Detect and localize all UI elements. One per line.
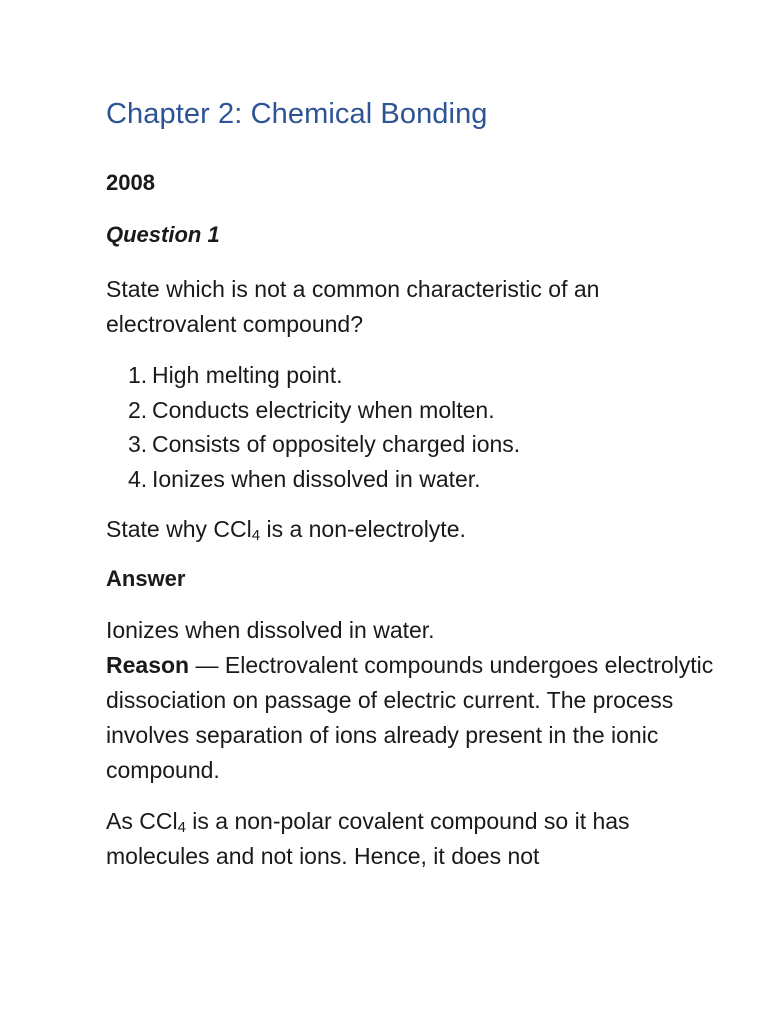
- reason-text: — Electrovalent compounds undergoes electrolytic dissociation on passage of electric current. The process involves separation of ions already present in the ionic compound.: [106, 652, 714, 783]
- question-prompt: State which is not a common characteristic of an electrovalent compound?: [106, 276, 600, 337]
- option-number: 1.: [128, 362, 148, 388]
- option-text: Conducts electricity when molten.: [152, 396, 495, 423]
- option-number: 4.: [128, 465, 148, 492]
- sub-question: [106, 512, 728, 547]
- option-number: 3.: [128, 431, 148, 457]
- explanation-text: [106, 804, 728, 874]
- option-text: High melting point.: [152, 362, 343, 388]
- option-item: [128, 358, 728, 393]
- option-number: 2.: [128, 396, 148, 423]
- options-list: [106, 358, 728, 496]
- year-heading: 2008: [106, 170, 155, 195]
- answer-line: Ionizes when dissolved in water.: [106, 617, 435, 643]
- explanation-start: As CCl: [106, 808, 178, 834]
- option-text: Consists of oppositely charged ions.: [152, 431, 521, 457]
- sub-question-text-end: is a non-electrolyte.: [260, 516, 466, 542]
- option-item: [128, 393, 728, 428]
- subscript-four: 4: [177, 819, 186, 836]
- option-item: [128, 427, 728, 462]
- sub-question-text-start: State why CCl: [106, 516, 252, 542]
- option-item: [128, 462, 728, 497]
- reason-label: Reason: [106, 652, 190, 678]
- answer-text: [106, 613, 728, 788]
- explanation-end: is a non-polar covalent compound so it has molecules and not ions. Hence, it does not: [106, 808, 630, 869]
- answer-label: Answer: [106, 566, 186, 591]
- chapter-title: Chapter 2: Chemical Bonding: [106, 98, 488, 130]
- subscript-four: 4: [251, 527, 261, 544]
- option-text: Ionizes when dissolved in water.: [152, 465, 481, 492]
- question-label: Question 1: [106, 222, 220, 247]
